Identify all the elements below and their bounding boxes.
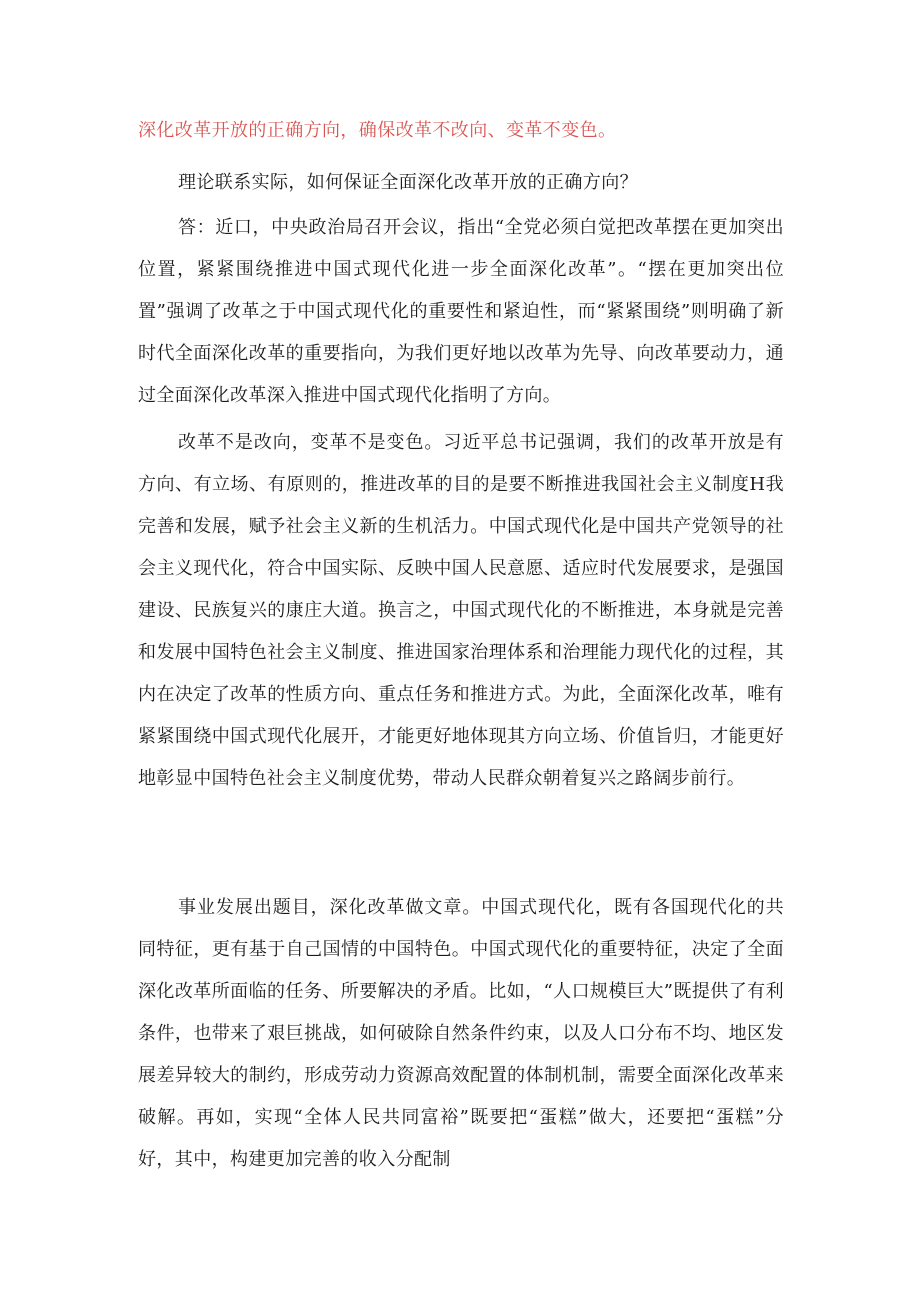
paragraph-text: 改革不是改向，变革不是变色。习近平总书记强调，我们的改革开放是有方向、有立场、有原则的，推进改革的目的是要不断推进我国社会主义制度H我完善和发展，赋予社会主义新的生机活力。中国式现代化是中国共产党领导的社会主义现代化，符合中国实际、反映中国人民意愿、适应时代发展要求，是强国建设、民族复兴的康庄大道。换言之，中国式现代化的不断推进，本身就是完善和发展中国特色社会主义制度、推进国家治理体系和治理能力现代化的过程，其内在决定了改革的性质方向、重点任务和推进方式。为此，全面深化改革，唯有紧紧围绕中国式现代化展开，才能更好地体现其方向立场、价值旨归，才能更好地彰显中国特色社会主义制度优势，带动人民群众朝着复兴之路阔步前行。 — [138, 432, 784, 789]
answer-paragraph-2 — [138, 422, 784, 800]
answer-paragraph-3 — [138, 887, 784, 1181]
paragraph-text: 事业发展出题目，深化改革做文章。中国式现代化，既有各国现代化的共同特征，更有基于自己国情的中国特色。中国式现代化的重要特征，决定了全面深化改革所面临的任务、所要解决的矛盾。比如，“人口规模巨大”既提供了有利条件，也带来了艰巨挑战，如何破除自然条件约束，以及人口分布不均、地区发展差异较大的制约，形成劳动力资源高效配置的体制机制，需要全面深化改革来破解。再如，实现“全体人民共同富裕”既要把“蛋糕”做大，还要把“蛋糕”分好，其中，构建更加完善的收入分配制 — [138, 897, 784, 1170]
highlighted-text-line: 深化改革开放的正确方向，确保改革不改向、变革不变色。 — [138, 120, 617, 141]
question-heading: 理论联系实际，如何保证全面深化改革开放的正确方向？ — [178, 172, 638, 193]
paragraph-text: 答：近口，中央政治局召开会议，指出“全党必须白觉把改革摆在更加突出位置，紧紧围绕推进中国式现代化进一步全面深化改革”。“摆在更加突出位置”强调了改革之于中国式现代化的重要性和紧迫性，而“紧紧围绕”则明确了新时代全面深化改革的重要指向，为我们更好地以改革为先导、向改革要动力，通过全面深化改革深入推进中国式现代化指明了方向。 — [138, 217, 784, 406]
answer-paragraph-1 — [138, 207, 784, 417]
